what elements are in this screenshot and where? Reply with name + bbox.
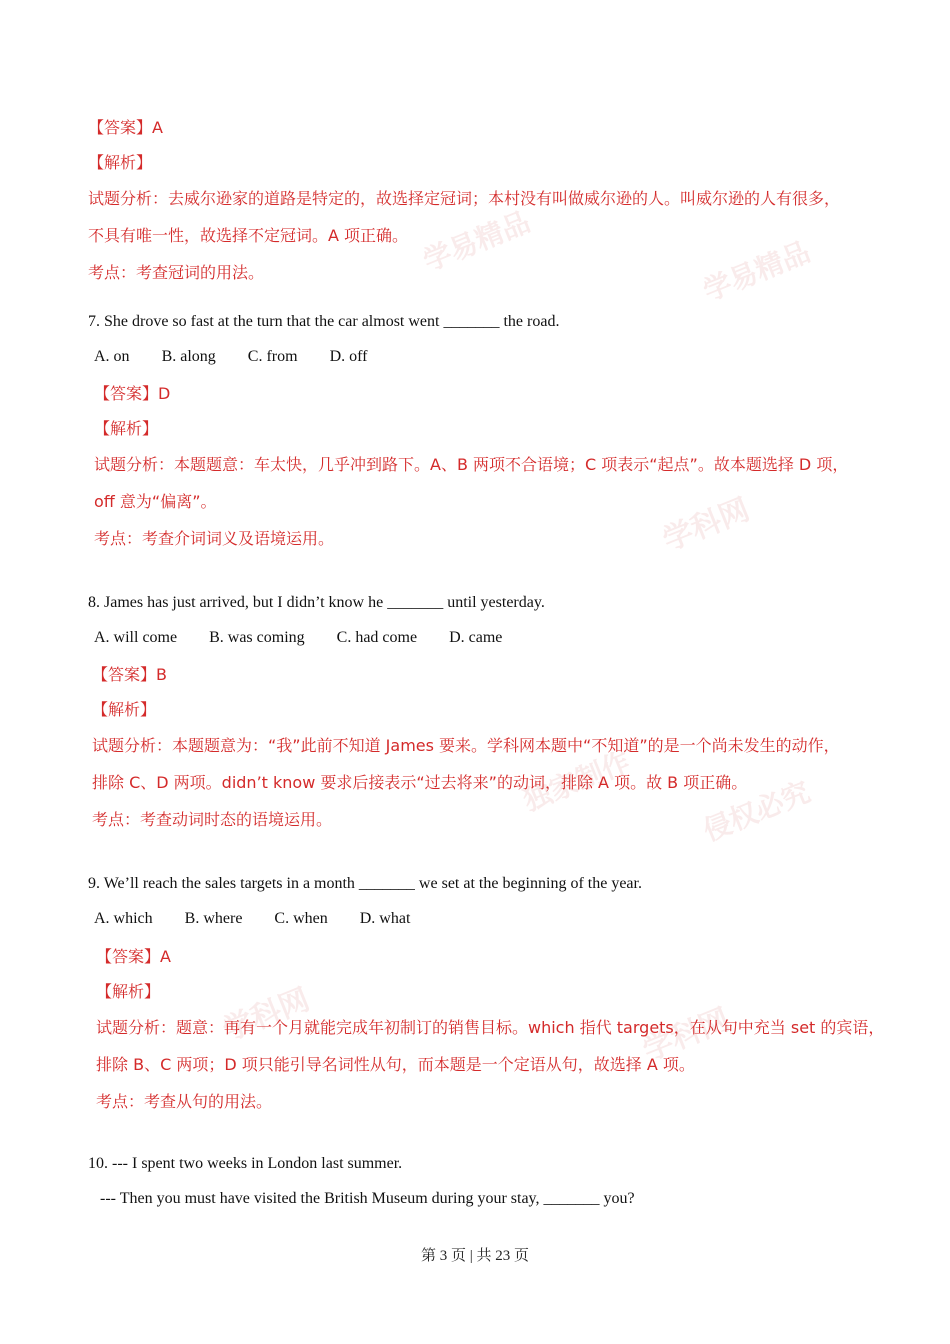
analysis-text: off 意为“偏离”。 bbox=[94, 492, 217, 511]
watermark: 侵权必究 bbox=[698, 775, 815, 848]
watermark: 学易精品 bbox=[418, 205, 535, 278]
answer-line bbox=[96, 939, 886, 974]
answer-value: A bbox=[152, 118, 163, 137]
question-7: 7. She drove so fast at the turn that the car almost went _______ the road. bbox=[88, 313, 560, 330]
exam-point: 考点：考查动词时态的语境运用。 bbox=[92, 810, 333, 829]
option: C. had come bbox=[336, 629, 418, 646]
option: A. which bbox=[94, 910, 153, 927]
q7-solution bbox=[94, 376, 884, 557]
answer-value: D bbox=[158, 384, 171, 403]
answer-value: A bbox=[160, 947, 171, 966]
q8-solution bbox=[92, 657, 882, 838]
analysis-tag: 【解析】 bbox=[94, 419, 159, 438]
option: B. along bbox=[161, 348, 216, 365]
question-10: 10. --- I spent two weeks in London last summer. bbox=[88, 1155, 403, 1172]
question-9: 9. We’ll reach the sales targets in a month _______ we set at the beginning of the year. bbox=[88, 875, 642, 892]
analysis-text: 试题分析：本题题意：车太快，几乎冲到路下。A、B 两项不合语境；C 项表示“起点”。故本题选择 D 项， bbox=[94, 455, 849, 474]
answer-line bbox=[92, 657, 882, 692]
analysis-tag: 【解析】 bbox=[96, 982, 161, 1001]
question-9-options bbox=[94, 910, 438, 928]
analysis-tag: 【解析】 bbox=[92, 700, 157, 719]
analysis-text: 排除 B、C 两项；D 项只能引导名词性从句，而本题是一个定语从句，故选择 A 项。 bbox=[96, 1055, 695, 1074]
analysis-text: 试题分析：本题题意为：“我”此前不知道 James 要来。学科网本题中“不知道”的是一个尚未发生的动作， bbox=[92, 736, 840, 755]
exam-point: 考点：考查介词词义及语境运用。 bbox=[94, 529, 335, 548]
option: C. from bbox=[247, 348, 298, 365]
watermark: 学科网 bbox=[638, 1002, 735, 1069]
watermark: 学科网 bbox=[658, 492, 755, 559]
option: A. on bbox=[94, 348, 130, 365]
option: C. when bbox=[274, 910, 328, 927]
question-8: 8. James has just arrived, but I didn’t know he _______ until yesterday. bbox=[88, 594, 545, 611]
answer-tag: 【答案】 bbox=[96, 947, 161, 966]
answer-line bbox=[94, 376, 884, 411]
page-footer: 第 3 页 | 共 23 页 bbox=[420, 1248, 529, 1264]
watermark: 独家制作 bbox=[518, 745, 635, 818]
answer-value: B bbox=[156, 665, 167, 684]
answer-tag: 【答案】 bbox=[92, 665, 157, 684]
option: B. was coming bbox=[209, 629, 305, 646]
option: A. will come bbox=[94, 629, 178, 646]
question-10-reply: --- Then you must have visited the British Museum during your stay, _______ you? bbox=[100, 1190, 635, 1207]
analysis-text: 排除 C、D 两项。didn’t know 要求后接表示“过去将来”的动词，排除 A 项。故 B 项正确。 bbox=[92, 773, 748, 792]
q9-solution bbox=[96, 939, 886, 1120]
analysis-text: 试题分析：去威尔逊家的道路是特定的，故选择定冠词；本村没有叫做威尔逊的人。叫威尔逊的人有很多， bbox=[88, 189, 841, 208]
option: D. came bbox=[449, 629, 503, 646]
exam-point: 考点：考查从句的用法。 bbox=[96, 1092, 273, 1111]
answer-line bbox=[88, 110, 878, 145]
answer-tag: 【答案】 bbox=[88, 118, 153, 137]
option: B. where bbox=[184, 910, 243, 927]
analysis-tag: 【解析】 bbox=[88, 153, 153, 172]
question-7-options bbox=[94, 348, 395, 366]
watermark: 学科网 bbox=[218, 982, 315, 1049]
analysis-text: 试题分析：题意：再有一个月就能完成年初制订的销售目标。which 指代 targets，在从句中充当 set 的宾语， bbox=[96, 1018, 885, 1037]
option: D. what bbox=[359, 910, 411, 927]
answer-tag: 【答案】 bbox=[94, 384, 159, 403]
analysis-text: 不具有唯一性，故选择不定冠词。A 项正确。 bbox=[88, 226, 409, 245]
exam-point: 考点：考查冠词的用法。 bbox=[88, 263, 265, 282]
q6-solution bbox=[88, 110, 878, 291]
watermark: 学易精品 bbox=[698, 235, 815, 308]
question-8-options bbox=[94, 629, 530, 647]
option: D. off bbox=[329, 348, 368, 365]
